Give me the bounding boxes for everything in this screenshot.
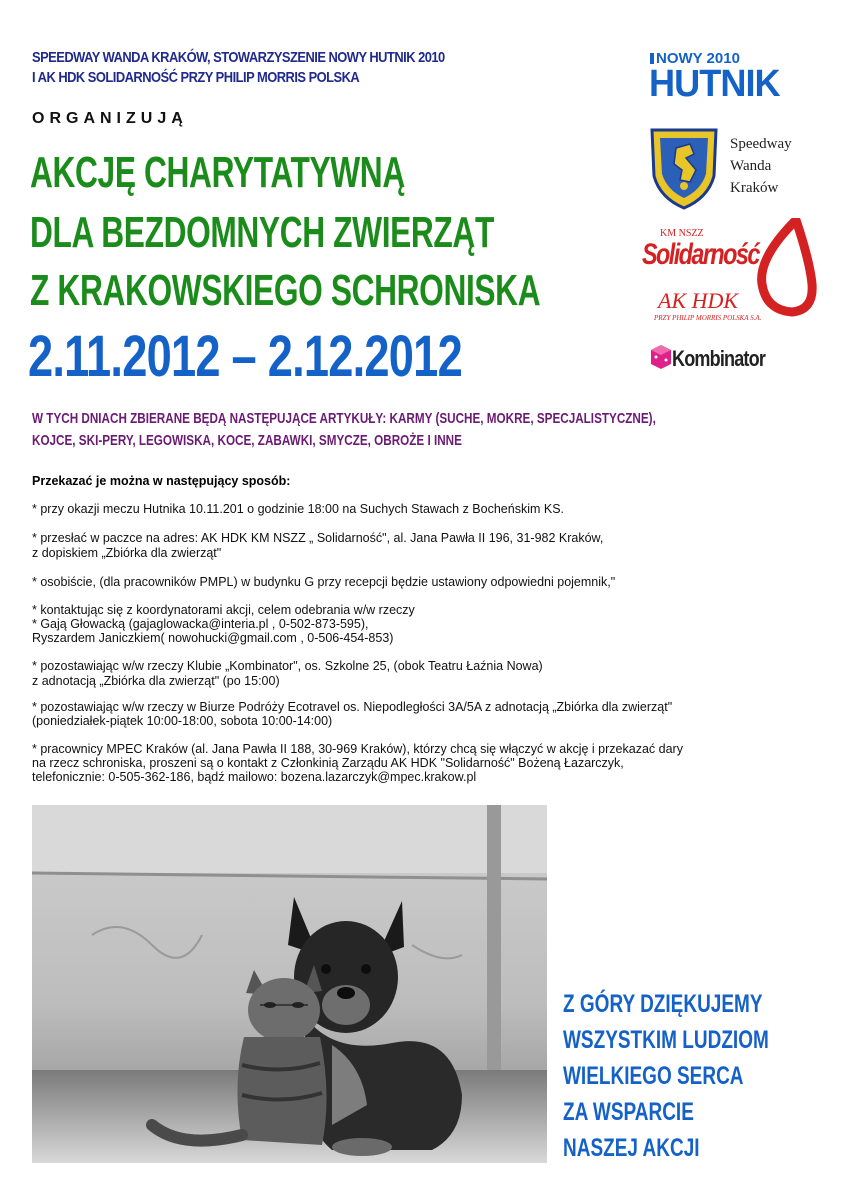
instruction-travel-2: (poniedziałek-piątek 10:00-18:00, sobota 10:00-14:00) bbox=[32, 714, 333, 728]
instruction-contact-2: * Gają Głowacką (gajaglowacka@interia.pl , 0-502-873-595), bbox=[32, 617, 369, 631]
items-list-line-1: W TYCH DNIACH ZBIERANE BĘDĄ NASTĘPUJĄCE ARTYKUŁY: KARMY (SUCHE, MOKRE, SPECJALISTYCZNE), bbox=[32, 410, 656, 427]
speedway-logo-line-3: Kraków bbox=[730, 180, 779, 196]
thanks-line-3: WIELKIEGO SERCA bbox=[563, 1062, 744, 1090]
instruction-personal: * osobiście, (dla pracowników PMPL) w budynku G przy recepcji będzie ustawiony odpowiedni pojemnik," bbox=[32, 575, 616, 589]
philip-morris-label: PRZY PHILIP MORRIS POLSKA S.A. bbox=[654, 314, 762, 322]
thanks-line-4: ZA WSPARCIE bbox=[563, 1098, 694, 1126]
thanks-line-1: Z GÓRY DZIĘKUJEMY bbox=[563, 990, 763, 1018]
instruction-contact-3: Ryszardem Janiczkiem( nowohucki@gmail.com , 0-506-454-853) bbox=[32, 631, 394, 645]
thanks-line-5: NASZEJ AKCJI bbox=[563, 1134, 700, 1162]
ak-hdk-label: AK HDK bbox=[658, 288, 739, 313]
speedway-wanda-logo bbox=[646, 124, 816, 216]
title-line-1: AKCJĘ CHARYTATYWNĄ bbox=[30, 148, 405, 197]
items-list-line-2: KOJCE, SKI-PERY, LEGOWISKA, KOCE, ZABAWKI, SMYCZE, OBROŻE I INNE bbox=[32, 432, 462, 449]
organizers-line-1: SPEEDWAY WANDA KRAKÓW, STOWARZYSZENIE NOWY HUTNIK 2010 bbox=[32, 49, 445, 66]
hutnik-logo-name: HUTNIK bbox=[649, 63, 780, 105]
instruction-club-2: z adnotacją „Zbiórka dla zwierząt" (po 15:00) bbox=[32, 674, 280, 688]
thanks-line-2: WSZYSTKIM LUDZIOM bbox=[563, 1026, 769, 1054]
solidarnosc-wordmark: Solidarność bbox=[642, 238, 759, 271]
instruction-post-1: * przesłać w paczce na adres: AK HDK KM NSZZ „ Solidarność", al. Jana Pawła II 196, 31-982 Kraków, bbox=[32, 531, 604, 545]
kombinator-wordmark: Kombinator bbox=[672, 346, 766, 371]
hutnik-logo-subtitle: NOWY 2010 bbox=[650, 50, 740, 67]
instruction-match: * przy okazji meczu Hutnika 10.11.201 o godzinie 18:00 na Suchych Stawach z Bocheńskim KS. bbox=[32, 502, 565, 516]
instruction-travel-1: * pozostawiając w/w rzeczy w Biurze Podróży Ecotravel os. Niepodległości 3A/5A z adnotacją „Zbiórka dla zwierząt" bbox=[32, 700, 673, 714]
instructions-heading: Przekazać je można w następujący sposób: bbox=[32, 474, 291, 488]
kombinator-logo bbox=[646, 340, 806, 380]
instruction-post-2: z dopiskiem „Zbiórka dla zwierząt" bbox=[32, 546, 222, 560]
instruction-club-1: * pozostawiając w/w rzeczy Klubie „Kombinator", os. Szkolne 25, (obok Teatru Łaźnia Nowa) bbox=[32, 659, 543, 673]
campaign-dates: 2.11.2012 – 2.12.2012 bbox=[28, 324, 462, 389]
title-line-3: Z KRAKOWSKIEGO SCHRONISKA bbox=[30, 266, 541, 315]
hutnik-logo bbox=[650, 50, 810, 110]
instruction-mpec-1: * pracownicy MPEC Kraków (al. Jana Pawła II 188, 30-969 Kraków), którzy chcą się włączyć w akcję i przekazać dary bbox=[32, 742, 683, 756]
solidarnosc-logo bbox=[630, 218, 820, 328]
instruction-mpec-3: telefonicznie: 0-505-362-186, bądź mailowo: bozena.lazarczyk@mpec.krakow.pl bbox=[32, 770, 477, 784]
organize-heading: ORGANIZUJĄ bbox=[32, 110, 188, 127]
speedway-logo-line-2: Wanda bbox=[730, 158, 772, 174]
solidarnosc-km-nszz: KM NSZZ bbox=[660, 228, 704, 239]
instruction-mpec-2: na rzecz schroniska, proszeni są o kontakt z Członkinią Zarządu AK HDK "Solidarność" Bożeną Łazarczyk, bbox=[32, 756, 624, 770]
organizers-line-2: I AK HDK SOLIDARNOŚĆ PRZY PHILIP MORRIS POLSKA bbox=[32, 69, 360, 86]
cube-icon bbox=[650, 344, 672, 370]
speedway-crest-icon bbox=[646, 124, 722, 210]
cat-and-dog-photo bbox=[32, 805, 547, 1163]
title-line-2: DLA BEZDOMNYCH ZWIERZĄT bbox=[30, 208, 494, 257]
speedway-logo-line-1: Speedway bbox=[730, 136, 792, 152]
instruction-contact-1: * kontaktując się z koordynatorami akcji, celem odebrania w/w rzeczy bbox=[32, 603, 415, 617]
